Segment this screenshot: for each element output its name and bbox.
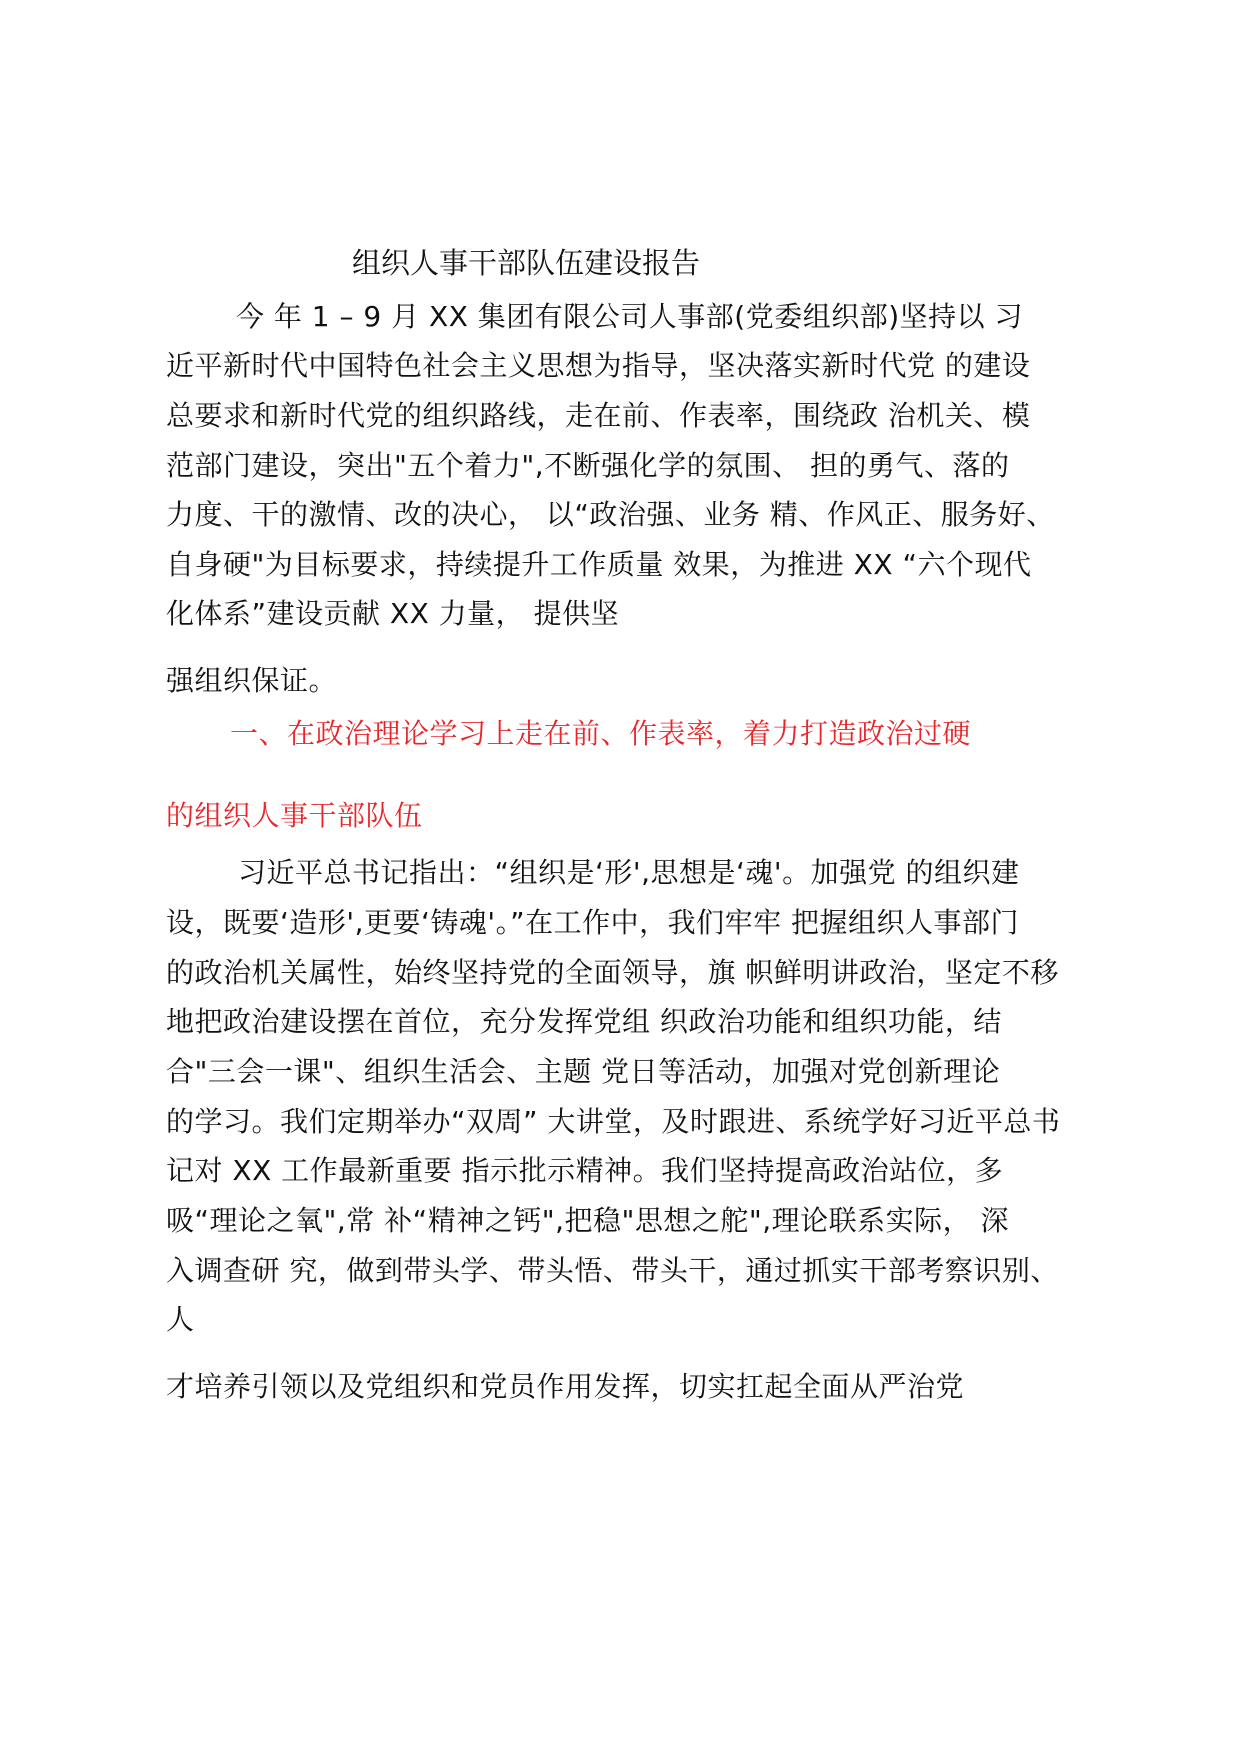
- paragraph-line: 化体系”建设贡献 XX 力量， 提供坚: [166, 597, 620, 630]
- paragraph-line: 习近平总书记指出：“组织是‘形',思想是‘魂'。加强党 的组织建: [238, 856, 1020, 889]
- paragraph-line: 吸“理论之氧",常 补“精神之钙",把稳"思想之舵",理论联系实际， 深: [166, 1204, 1010, 1237]
- paragraph-line: 近平新时代中国特色社会主义思想为指导，坚决落实新时代党 的建设: [166, 349, 1031, 382]
- paragraph-line: 今 年 1 – 9 月 XX 集团有限公司人事部(党委组织部)坚持以 习: [236, 300, 1024, 333]
- paragraph-line: 力度、干的激情、改的决心， 以“政治强、业务 精、作风正、服务好、: [166, 498, 1055, 531]
- section-heading-continuation: 的组织人事干部队伍: [166, 799, 423, 832]
- paragraph-line: 的政治机关属性，始终坚持党的全面领导，旗 帜鲜明讲政治，坚定不移: [166, 956, 1059, 989]
- paragraph-line: 范部门建设，突出"五个着力",不断强化学的氛围、 担的勇气、落的: [166, 449, 1010, 482]
- paragraph-line: 地把政治建设摆在首位，充分发挥党组 织政治功能和组织功能，结: [166, 1005, 1002, 1038]
- paragraph-line: 的学习。我们定期举办“双周” 大讲堂，及时跟进、系统学好习近平总书: [166, 1105, 1061, 1138]
- paragraph-line: 总要求和新时代党的组织路线，走在前、作表率，围绕政 治机关、模: [166, 399, 1031, 432]
- section-heading: 一、在政治理论学习上走在前、作表率，着力打造政治过硬: [230, 717, 972, 750]
- paragraph-line: 合"三会一课"、组织生活会、主题 党日等活动，加强对党创新理论: [166, 1055, 1001, 1088]
- paragraph-line: 人: [166, 1303, 195, 1336]
- paragraph-line: 强组织保证。: [166, 664, 338, 697]
- paragraph-line: 记对 XX 工作最新重要 指示批示精神。我们坚持提高政治站位，多: [166, 1154, 1004, 1187]
- paragraph-line: 入调查研 究，做到带头学、带头悟、带头干，通过抓实干部考察识别、: [166, 1254, 1059, 1287]
- paragraph-line: 才培养引领以及党组织和党员作用发挥，切实扛起全面从严治党: [166, 1370, 965, 1403]
- document-title: 组织人事干部队伍建设报告: [352, 246, 701, 280]
- paragraph-line: 自身硬"为目标要求，持续提升工作质量 效果，为推进 XX “六个现代: [166, 548, 1032, 581]
- paragraph-line: 设，既要‘造形',更要‘铸魂'。”在工作中，我们牢牢 把握组织人事部门: [166, 906, 1020, 939]
